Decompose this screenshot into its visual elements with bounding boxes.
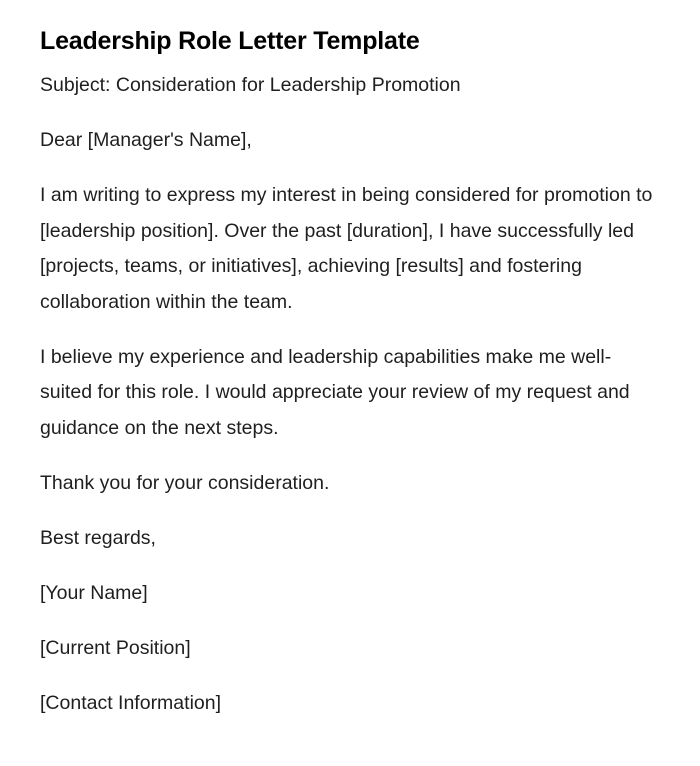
letter-closing: Best regards, (40, 526, 156, 549)
signature-contact: [Contact Information] (40, 691, 222, 714)
letter-salutation: Dear [Manager's Name], (40, 129, 252, 151)
signature-position: [Current Position] (40, 636, 191, 659)
page-title: Leadership Role Letter Template (40, 27, 420, 55)
letter-body-paragraph-1: I am writing to express my interest in being considered for promotion to [leadership position]. Over the past [duration], I have successfully led [projects, teams, or initiatives], achieving [results] and fostering collaboration within the team. (40, 184, 653, 313)
signature-name: [Your Name] (40, 581, 148, 604)
letter-thanks: Thank you for your consideration. (40, 471, 330, 494)
letter-body-paragraph-2: I believe my experience and leadership capabilities make me well-suited for this role. I would appreciate your review of my request and guidance on the next steps. (40, 345, 630, 439)
letter-subject: Subject: Consideration for Leadership Promotion (40, 74, 461, 96)
